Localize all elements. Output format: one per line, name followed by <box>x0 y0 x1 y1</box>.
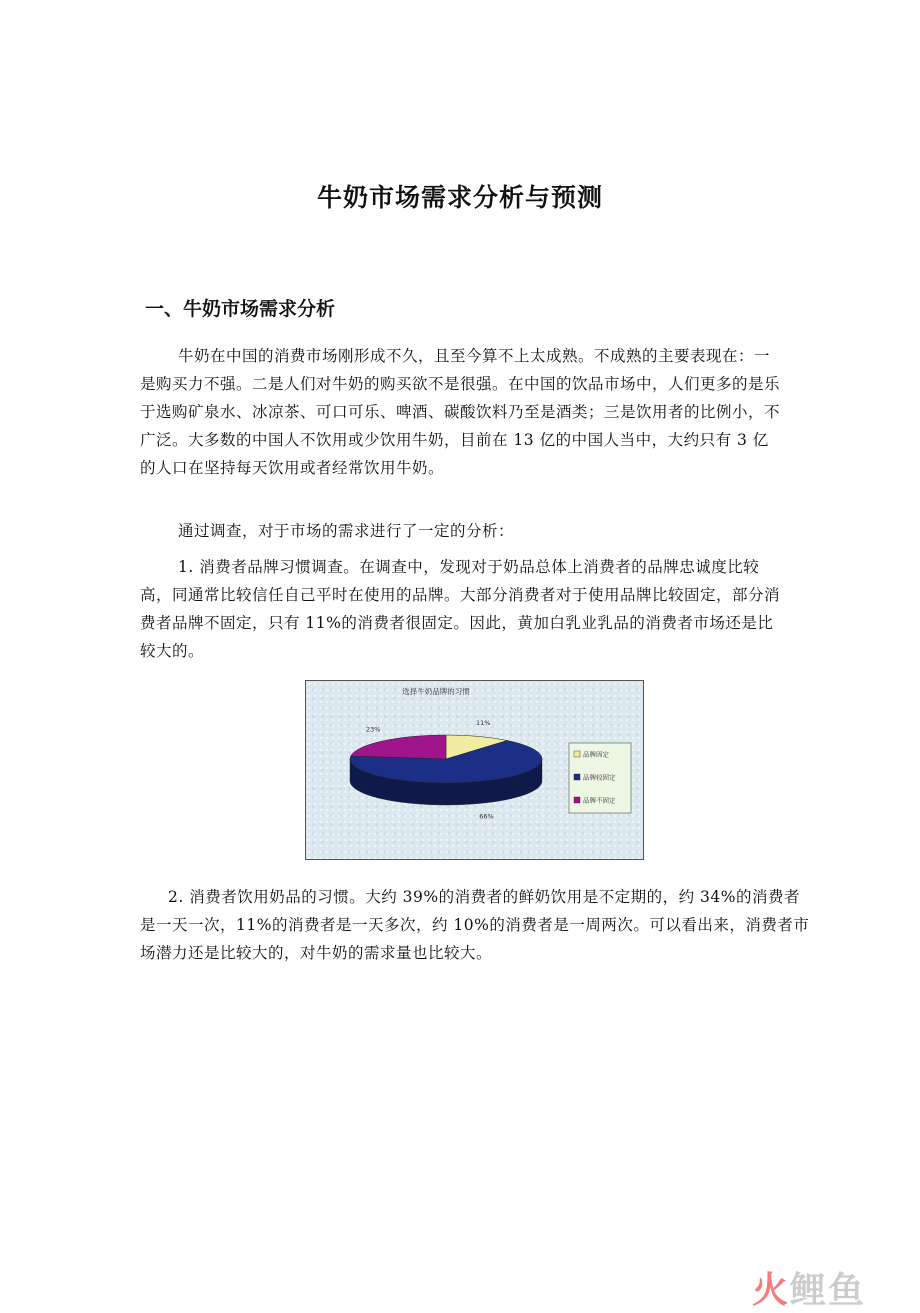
pie-chart-figure <box>305 680 644 860</box>
paragraph-intro: 牛奶在中国的消费市场刚形成不久，且至今算不上太成熟。不成熟的主要表现在：一是购买力不强。二是人们对牛奶的购买欲不是很强。在中国的饮品市场中，人们更多的是乐于选购矿泉水、冰凉茶、可口可乐、啤酒、碳酸饮料乃至是酒类；三是饮用者的比例小，不广泛。大多数的中国人不饮用或少饮用牛奶，目前在 13 亿的中国人当中，大约只有 3 亿的人口在坚持每天饮用或者经常饮用牛奶。 <box>140 347 781 477</box>
pie-slice-2 <box>351 735 446 759</box>
data-label-0: 11% <box>476 719 491 728</box>
legend-label-0: 品牌固定 <box>583 750 609 759</box>
watermark-logo <box>752 1262 866 1313</box>
legend-swatch-2 <box>574 797 580 803</box>
data-label-1: 66% <box>479 812 494 821</box>
legend-swatch-0 <box>574 751 580 757</box>
paragraph-brand-habit: 1. 消费者品牌习惯调查。在调查中，发现对于奶品总体上消费者的品牌忠诚度比较高，同通常比较信任自己平时在使用的品牌。大部分消费者对于使用品牌比较固定，部分消费者品牌不固定，只有 11%的消费者很固定。因此，黄加白乳业乳品的消费者市场还是比较大的。 <box>140 558 781 660</box>
pie-chart-svg <box>306 681 643 859</box>
legend-swatch-1 <box>574 774 580 780</box>
paragraph-survey-intro: 通过调查，对于市场的需求进行了一定的分析： <box>178 522 515 540</box>
document-title: 牛奶市场需求分析与预测 <box>316 183 603 212</box>
chart-title: 选择牛奶品牌的习惯 <box>402 687 470 696</box>
legend-label-2: 品牌不固定 <box>583 796 616 805</box>
section-heading: 一、牛奶市场需求分析 <box>145 298 336 320</box>
watermark-rest: 鲤鱼 <box>790 1270 867 1311</box>
paragraph-drinking-habit: 2. 消费者饮用奶品的习惯。大约 39%的消费者的鲜奶饮用是不定期的，约 34%的消费者是一天一次，11%的消费者是一天多次，约 10%的消费者是一周两次。可以看出来，消费者市场潜力还是比较大的，对牛奶的需求量也比较大。 <box>140 888 810 962</box>
watermark-accent: 火 <box>752 1270 791 1311</box>
legend-label-1: 品牌较固定 <box>583 773 616 782</box>
data-label-2: 23% <box>366 725 381 734</box>
